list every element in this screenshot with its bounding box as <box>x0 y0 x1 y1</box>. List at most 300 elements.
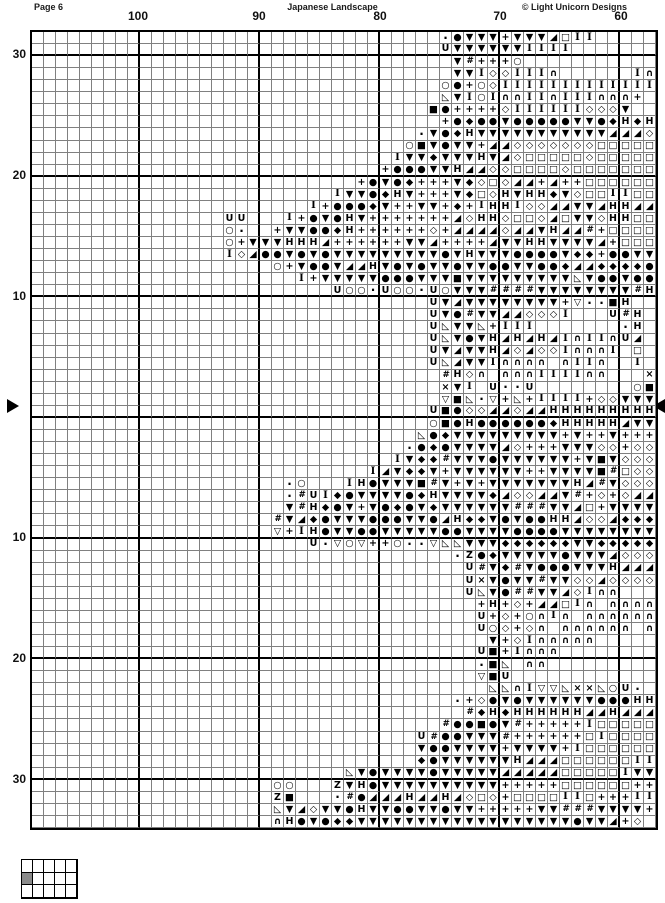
stitch-cell-open-square: □ <box>560 153 572 165</box>
stitch-cell-empty <box>344 68 356 80</box>
stitch-cell-letter-h: H <box>548 406 560 418</box>
stitch-cell-filled-triangle-down: ▼ <box>548 297 560 309</box>
stitch-cell-filled-triangle-down: ▼ <box>464 321 476 333</box>
stitch-cell-empty <box>80 526 92 538</box>
stitch-cell-empty <box>284 635 296 647</box>
stitch-cell-empty <box>296 406 308 418</box>
stitch-cell-empty <box>368 659 380 671</box>
stitch-cell-arch: ∩ <box>608 599 620 611</box>
stitch-cell-empty <box>644 32 656 44</box>
stitch-cell-empty <box>380 719 392 731</box>
stitch-cell-empty <box>212 623 224 635</box>
stitch-cell-open-diamond: ◇ <box>536 141 548 153</box>
stitch-cell-hash: # <box>620 309 632 321</box>
stitch-cell-empty <box>296 321 308 333</box>
stitch-cell-filled-triangle-down: ▼ <box>476 128 488 140</box>
stitch-cell-empty <box>68 189 80 201</box>
stitch-cell-empty <box>56 92 68 104</box>
stitch-cell-filled-diamond: ◆ <box>476 514 488 526</box>
stitch-cell-empty <box>296 575 308 587</box>
stitch-cell-open-diamond: ◇ <box>464 406 476 418</box>
stitch-cell-filled-triangle-down: ▼ <box>572 201 584 213</box>
stitch-cell-filled-triangle-down: ▼ <box>344 514 356 526</box>
stitch-cell-empty <box>68 165 80 177</box>
stitch-cell-empty <box>32 514 44 526</box>
stitch-cell-empty <box>332 707 344 719</box>
stitch-cell-arch: ∩ <box>536 659 548 671</box>
stitch-cell-empty <box>272 599 284 611</box>
stitch-cell-empty <box>332 418 344 430</box>
stitch-cell-empty <box>236 358 248 370</box>
stitch-cell-empty <box>32 780 44 792</box>
page-map-current-page-cell <box>22 873 33 886</box>
stitch-cell-empty <box>116 756 128 768</box>
stitch-cell-empty <box>140 346 152 358</box>
stitch-cell-empty <box>32 732 44 744</box>
stitch-cell-hash: # <box>500 732 512 744</box>
stitch-cell-empty <box>44 261 56 273</box>
stitch-cell-filled-circle: ● <box>452 406 464 418</box>
stitch-cell-plus: + <box>572 177 584 189</box>
stitch-cell-empty <box>284 623 296 635</box>
stitch-cell-empty <box>296 297 308 309</box>
stitch-cell-empty <box>320 719 332 731</box>
stitch-cell-empty <box>464 635 476 647</box>
stitch-cell-filled-diamond: ◆ <box>644 514 656 526</box>
stitch-cell-open-square: □ <box>536 792 548 804</box>
stitch-cell-open-square: □ <box>632 213 644 225</box>
stitch-cell-open-lower-left-triangle: ◺ <box>572 273 584 285</box>
stitch-cell-empty <box>188 418 200 430</box>
stitch-cell-empty <box>92 116 104 128</box>
stitch-cell-empty <box>608 68 620 80</box>
stitch-cell-empty <box>104 744 116 756</box>
stitch-cell-empty <box>80 647 92 659</box>
stitch-cell-empty <box>80 225 92 237</box>
stitch-cell-empty <box>260 56 272 68</box>
stitch-cell-empty <box>80 116 92 128</box>
stitch-cell-hash: # <box>524 502 536 514</box>
stitch-cell-empty <box>212 454 224 466</box>
stitch-cell-empty <box>188 526 200 538</box>
stitch-cell-filled-square: ■ <box>476 719 488 731</box>
stitch-cell-i-beam: I <box>548 394 560 406</box>
stitch-cell-filled-triangle-down: ▼ <box>452 92 464 104</box>
stitch-cell-empty <box>44 490 56 502</box>
stitch-cell-empty <box>92 56 104 68</box>
stitch-cell-empty <box>392 744 404 756</box>
stitch-cell-filled-circle: ● <box>428 514 440 526</box>
stitch-cell-letter-u: U <box>488 382 500 394</box>
stitch-cell-open-square: □ <box>608 153 620 165</box>
stitch-cell-filled-triangle-down: ▼ <box>548 128 560 140</box>
stitch-cell-plus: + <box>608 792 620 804</box>
stitch-cell-empty <box>104 297 116 309</box>
stitch-cell-empty <box>272 647 284 659</box>
stitch-cell-empty <box>296 128 308 140</box>
stitch-cell-empty <box>248 418 260 430</box>
stitch-cell-empty <box>32 358 44 370</box>
stitch-cell-letter-h: H <box>488 346 500 358</box>
stitch-cell-empty <box>44 165 56 177</box>
stitch-cell-empty <box>356 659 368 671</box>
stitch-cell-empty <box>200 334 212 346</box>
stitch-cell-empty <box>356 32 368 44</box>
stitch-cell-empty <box>104 273 116 285</box>
stitch-cell-filled-lower-right-triangle: ◢ <box>476 165 488 177</box>
stitch-cell-empty <box>356 116 368 128</box>
stitch-cell-empty <box>32 346 44 358</box>
stitch-cell-empty <box>92 732 104 744</box>
stitch-cell-empty <box>284 334 296 346</box>
stitch-cell-empty <box>68 56 80 68</box>
stitch-cell-empty <box>260 285 272 297</box>
stitch-cell-empty <box>104 768 116 780</box>
stitch-cell-empty <box>380 297 392 309</box>
stitch-cell-filled-lower-right-triangle: ◢ <box>536 768 548 780</box>
stitch-cell-filled-diamond: ◆ <box>332 225 344 237</box>
stitch-cell-empty <box>332 587 344 599</box>
stitch-cell-empty <box>188 406 200 418</box>
stitch-cell-letter-h: H <box>476 213 488 225</box>
stitch-cell-filled-square: ■ <box>428 104 440 116</box>
stitch-cell-plus: + <box>284 261 296 273</box>
stitch-cell-empty <box>116 695 128 707</box>
stitch-cell-empty <box>176 707 188 719</box>
stitch-cell-empty <box>248 213 260 225</box>
stitch-cell-filled-triangle-down: ▼ <box>524 454 536 466</box>
stitch-cell-empty <box>152 575 164 587</box>
stitch-cell-empty <box>152 249 164 261</box>
stitch-cell-empty <box>188 32 200 44</box>
stitch-cell-empty <box>632 635 644 647</box>
stitch-cell-i-beam: I <box>524 68 536 80</box>
stitch-cell-empty <box>44 551 56 563</box>
stitch-cell-empty <box>236 635 248 647</box>
stitch-cell-empty <box>140 418 152 430</box>
stitch-cell-empty <box>128 635 140 647</box>
stitch-cell-empty <box>380 430 392 442</box>
stitch-cell-empty <box>236 406 248 418</box>
stitch-cell-empty <box>320 56 332 68</box>
stitch-cell-filled-circle: ● <box>440 249 452 261</box>
stitch-cell-empty <box>176 128 188 140</box>
stitch-cell-letter-h: H <box>284 237 296 249</box>
stitch-cell-empty <box>32 490 44 502</box>
stitch-cell-empty <box>272 732 284 744</box>
stitch-cell-open-diamond: ◇ <box>476 177 488 189</box>
stitch-cell-filled-triangle-down: ▼ <box>356 768 368 780</box>
stitch-cell-empty <box>164 466 176 478</box>
stitch-cell-filled-triangle-down: ▼ <box>500 551 512 563</box>
stitch-cell-letter-u: U <box>524 382 536 394</box>
stitch-cell-empty <box>272 68 284 80</box>
stitch-cell-filled-triangle-down: ▼ <box>488 478 500 490</box>
stitch-cell-filled-triangle-down: ▼ <box>452 768 464 780</box>
stitch-cell-empty <box>260 273 272 285</box>
stitch-cell-empty <box>176 526 188 538</box>
stitch-cell-empty <box>332 32 344 44</box>
stitch-cell-empty <box>608 321 620 333</box>
stitch-cell-empty <box>260 406 272 418</box>
stitch-cell-empty <box>140 297 152 309</box>
stitch-cell-empty <box>188 92 200 104</box>
stitch-cell-empty <box>32 551 44 563</box>
stitch-cell-empty <box>92 358 104 370</box>
stitch-cell-empty <box>428 394 440 406</box>
stitch-cell-arch: ∩ <box>500 370 512 382</box>
stitch-cell-empty <box>212 334 224 346</box>
stitch-cell-empty <box>224 671 236 683</box>
stitch-cell-plus: + <box>524 442 536 454</box>
stitch-cell-empty <box>608 44 620 56</box>
stitch-cell-empty <box>140 273 152 285</box>
copyright-notice: © Light Unicorn Designs <box>521 2 627 12</box>
stitch-cell-arch: ∩ <box>644 599 656 611</box>
stitch-cell-empty <box>260 358 272 370</box>
stitch-cell-empty <box>260 165 272 177</box>
stitch-cell-empty <box>164 418 176 430</box>
stitch-cell-empty <box>344 756 356 768</box>
stitch-cell-empty <box>116 490 128 502</box>
stitch-cell-empty <box>32 285 44 297</box>
stitch-cell-filled-triangle-down: ▼ <box>548 551 560 563</box>
stitch-cell-empty <box>332 382 344 394</box>
stitch-cell-empty <box>440 599 452 611</box>
stitch-cell-open-diamond: ◇ <box>524 490 536 502</box>
stitch-cell-empty <box>416 587 428 599</box>
stitch-cell-empty <box>68 454 80 466</box>
stitch-cell-i-beam: I <box>632 80 644 92</box>
stitch-cell-letter-z: Z <box>464 551 476 563</box>
stitch-cell-empty <box>32 225 44 237</box>
stitch-cell-hash: # <box>512 502 524 514</box>
stitch-cell-filled-square: ■ <box>596 466 608 478</box>
stitch-cell-open-diamond: ◇ <box>524 201 536 213</box>
stitch-cell-empty <box>332 599 344 611</box>
stitch-cell-empty <box>332 128 344 140</box>
stitch-cell-i-beam: I <box>572 370 584 382</box>
stitch-cell-empty <box>296 635 308 647</box>
stitch-cell-empty <box>188 153 200 165</box>
stitch-cell-empty <box>392 756 404 768</box>
stitch-cell-empty <box>248 116 260 128</box>
stitch-cell-empty <box>308 189 320 201</box>
stitch-cell-empty <box>44 177 56 189</box>
stitch-cell-plus: + <box>476 804 488 816</box>
stitch-cell-filled-circle: ● <box>620 249 632 261</box>
stitch-cell-empty <box>68 816 80 828</box>
stitch-cell-empty <box>140 237 152 249</box>
stitch-cell-empty <box>440 575 452 587</box>
stitch-cell-empty <box>428 623 440 635</box>
stitch-cell-empty <box>332 768 344 780</box>
stitch-cell-plus: + <box>368 539 380 551</box>
stitch-cell-empty <box>464 683 476 695</box>
stitch-cell-filled-triangle-down: ▼ <box>320 804 332 816</box>
stitch-cell-filled-triangle-down: ▼ <box>500 719 512 731</box>
stitch-cell-empty <box>296 334 308 346</box>
stitch-cell-empty <box>56 587 68 599</box>
stitch-cell-open-diamond: ◇ <box>644 575 656 587</box>
stitch-cell-arch: ∩ <box>536 623 548 635</box>
stitch-cell-empty <box>452 611 464 623</box>
stitch-cell-plus: + <box>464 201 476 213</box>
stitch-cell-i-beam: I <box>512 80 524 92</box>
stitch-cell-empty <box>236 346 248 358</box>
stitch-cell-hash: # <box>560 804 572 816</box>
stitch-cell-filled-circle: ● <box>452 32 464 44</box>
stitch-cell-empty <box>188 478 200 490</box>
stitch-cell-empty <box>80 430 92 442</box>
stitch-cell-open-circle: ○ <box>608 683 620 695</box>
stitch-cell-filled-diamond: ◆ <box>608 116 620 128</box>
stitch-cell-empty <box>296 563 308 575</box>
stitch-cell-plus: + <box>500 780 512 792</box>
stitch-cell-filled-triangle-down: ▼ <box>512 514 524 526</box>
stitch-cell-letter-h: H <box>572 478 584 490</box>
stitch-cell-empty <box>260 466 272 478</box>
stitch-cell-empty <box>92 237 104 249</box>
stitch-cell-plus: + <box>380 237 392 249</box>
stitch-cell-empty <box>92 490 104 502</box>
stitch-cell-empty <box>404 635 416 647</box>
stitch-cell-empty <box>224 177 236 189</box>
stitch-cell-empty <box>380 418 392 430</box>
stitch-cell-filled-triangle-down: ▼ <box>560 285 572 297</box>
stitch-cell-filled-triangle-down: ▼ <box>476 297 488 309</box>
stitch-cell-open-diamond: ◇ <box>524 141 536 153</box>
stitch-cell-filled-lower-right-triangle: ◢ <box>488 237 500 249</box>
stitch-cell-empty <box>44 526 56 538</box>
stitch-cell-empty <box>392 442 404 454</box>
stitch-cell-empty <box>200 611 212 623</box>
stitch-cell-filled-circle: ● <box>548 526 560 538</box>
stitch-cell-empty <box>212 635 224 647</box>
stitch-cell-open-square: □ <box>596 719 608 731</box>
stitch-cell-i-beam: I <box>524 683 536 695</box>
stitch-cell-empty <box>368 623 380 635</box>
stitch-cell-arch: ∩ <box>512 683 524 695</box>
stitch-cell-empty <box>272 659 284 671</box>
stitch-cell-filled-triangle-down: ▼ <box>488 563 500 575</box>
stitch-cell-hash: # <box>428 732 440 744</box>
stitch-cell-empty <box>284 44 296 56</box>
stitch-cell-empty <box>380 671 392 683</box>
stitch-cell-filled-triangle-down: ▼ <box>476 358 488 370</box>
stitch-cell-empty <box>152 68 164 80</box>
stitch-cell-empty <box>224 563 236 575</box>
stitch-cell-empty <box>212 92 224 104</box>
stitch-cell-open-square: □ <box>620 237 632 249</box>
stitch-cell-empty <box>308 478 320 490</box>
stitch-cell-filled-circle: ● <box>392 261 404 273</box>
stitch-cell-empty <box>92 273 104 285</box>
stitch-cell-empty <box>404 611 416 623</box>
stitch-cell-letter-z: Z <box>272 792 284 804</box>
stitch-cell-filled-triangle-down: ▼ <box>368 249 380 261</box>
stitch-cell-empty <box>284 189 296 201</box>
stitch-cell-letter-h: H <box>512 707 524 719</box>
stitch-cell-empty <box>416 68 428 80</box>
stitch-cell-filled-triangle-down: ▼ <box>584 539 596 551</box>
stitch-cell-filled-triangle-down: ▼ <box>476 261 488 273</box>
stitch-cell-empty <box>212 575 224 587</box>
stitch-cell-empty <box>44 104 56 116</box>
stitch-cell-filled-triangle-down: ▼ <box>512 454 524 466</box>
stitch-cell-empty <box>116 526 128 538</box>
stitch-cell-empty <box>284 454 296 466</box>
stitch-cell-small-dot: · <box>404 539 416 551</box>
stitch-cell-letter-h: H <box>596 406 608 418</box>
stitch-cell-empty <box>128 346 140 358</box>
stitch-cell-empty <box>356 756 368 768</box>
stitch-cell-empty <box>104 780 116 792</box>
stitch-cell-empty <box>644 104 656 116</box>
stitch-cell-letter-h: H <box>308 237 320 249</box>
stitch-cell-empty <box>104 309 116 321</box>
stitch-cell-plus: + <box>452 237 464 249</box>
stitch-cell-empty <box>164 671 176 683</box>
stitch-cell-plus: + <box>476 478 488 490</box>
stitch-cell-empty <box>56 418 68 430</box>
stitch-cell-filled-triangle-down: ▼ <box>476 732 488 744</box>
stitch-cell-open-lower-left-triangle: ◺ <box>344 768 356 780</box>
stitch-cell-filled-triangle-down: ▼ <box>452 780 464 792</box>
stitch-cell-empty <box>248 623 260 635</box>
stitch-cell-empty <box>272 635 284 647</box>
stitch-cell-filled-lower-right-triangle: ◢ <box>488 225 500 237</box>
stitch-cell-empty <box>104 321 116 333</box>
stitch-cell-i-beam: I <box>536 92 548 104</box>
stitch-cell-empty <box>128 514 140 526</box>
stitch-cell-empty <box>92 599 104 611</box>
stitch-cell-open-square: □ <box>632 225 644 237</box>
stitch-cell-filled-triangle-down: ▼ <box>440 478 452 490</box>
stitch-cell-filled-triangle-down: ▼ <box>548 285 560 297</box>
stitch-cell-filled-circle: ● <box>452 719 464 731</box>
stitch-cell-empty <box>224 418 236 430</box>
stitch-cell-filled-lower-right-triangle: ◢ <box>356 261 368 273</box>
stitch-cell-filled-triangle-down: ▼ <box>476 539 488 551</box>
stitch-cell-letter-h: H <box>404 792 416 804</box>
stitch-cell-empty <box>56 201 68 213</box>
stitch-cell-empty <box>392 44 404 56</box>
stitch-cell-filled-triangle-down: ▼ <box>368 816 380 828</box>
pattern-title: Japanese Landscape <box>287 2 378 12</box>
stitch-cell-empty <box>128 816 140 828</box>
stitch-cell-empty <box>116 68 128 80</box>
stitch-cell-open-square: □ <box>584 768 596 780</box>
stitch-cell-hash: # <box>272 514 284 526</box>
stitch-cell-letter-h: H <box>560 406 572 418</box>
stitch-cell-empty <box>248 804 260 816</box>
stitch-cell-empty <box>92 719 104 731</box>
stitch-cell-filled-triangle-down: ▼ <box>488 297 500 309</box>
stitch-cell-empty <box>344 744 356 756</box>
stitch-cell-empty <box>368 80 380 92</box>
stitch-cell-empty <box>152 526 164 538</box>
stitch-cell-empty <box>200 141 212 153</box>
stitch-cell-empty <box>260 309 272 321</box>
stitch-cell-empty <box>572 309 584 321</box>
stitch-cell-filled-circle: ● <box>440 442 452 454</box>
stitch-cell-open-square: □ <box>596 141 608 153</box>
stitch-cell-filled-triangle-down: ▼ <box>632 502 644 514</box>
stitch-cell-i-beam: I <box>620 768 632 780</box>
stitch-cell-filled-lower-right-triangle: ◢ <box>560 225 572 237</box>
stitch-cell-empty <box>224 502 236 514</box>
